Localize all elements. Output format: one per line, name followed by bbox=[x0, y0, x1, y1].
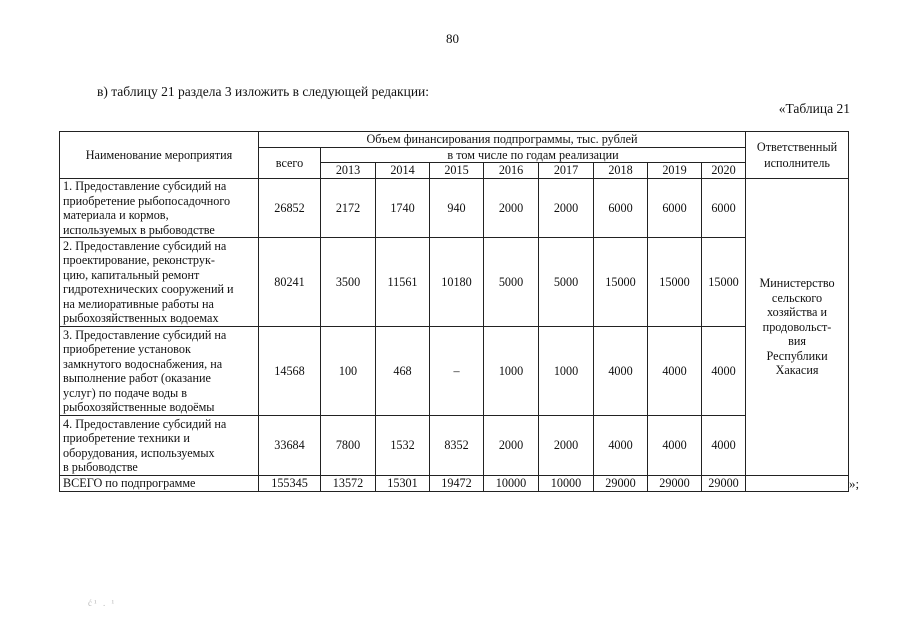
intro-text: в) таблицу 21 раздела 3 изложить в следующей редакции: bbox=[97, 84, 430, 99]
year-value: 4000 bbox=[702, 327, 746, 416]
header-name-col: Наименование мероприятия bbox=[60, 132, 259, 179]
header-year: 2020 bbox=[702, 163, 746, 179]
year-value: 10000 bbox=[539, 476, 594, 492]
header-total-col: всего bbox=[259, 147, 321, 179]
year-value: 3500 bbox=[321, 238, 376, 327]
row-total: 26852 bbox=[259, 179, 321, 238]
year-value: 6000 bbox=[648, 179, 702, 238]
year-value: 6000 bbox=[702, 179, 746, 238]
measure-name: 1. Предоставление субсидий на приобретение рыбопосадочного материала и кормов, используемых в рыбоводстве bbox=[60, 179, 259, 238]
total-row bbox=[60, 476, 849, 492]
header-year: 2019 bbox=[648, 163, 702, 179]
table-row bbox=[60, 327, 849, 416]
year-value: 15000 bbox=[648, 238, 702, 327]
year-value: 6000 bbox=[594, 179, 648, 238]
year-value: 2000 bbox=[539, 416, 594, 476]
year-value: 2172 bbox=[321, 179, 376, 238]
header-year: 2017 bbox=[539, 163, 594, 179]
responsible-executor: Министерство сельского хозяйства и продовольст- вия Республики Хакасия bbox=[746, 179, 849, 476]
year-value: 29000 bbox=[594, 476, 648, 492]
year-value: 468 bbox=[376, 327, 430, 416]
year-value: 1532 bbox=[376, 416, 430, 476]
year-value: 2000 bbox=[484, 179, 539, 238]
table-row bbox=[60, 416, 849, 476]
header-year: 2013 bbox=[321, 163, 376, 179]
year-value: 5000 bbox=[484, 238, 539, 327]
total-label: ВСЕГО по подпрограмме bbox=[60, 476, 259, 492]
year-value: 7800 bbox=[321, 416, 376, 476]
row-total: 33684 bbox=[259, 416, 321, 476]
year-value: 29000 bbox=[702, 476, 746, 492]
year-value: 1000 bbox=[484, 327, 539, 416]
row-total: 80241 bbox=[259, 238, 321, 327]
header-year: 2014 bbox=[376, 163, 430, 179]
year-value: – bbox=[430, 327, 484, 416]
measure-name: 3. Предоставление субсидий на приобретение установок замкнутого водоснабжения, на выполнение работ (оказание услуг) по подаче воды в рыбохозяйственные водоёмы bbox=[60, 327, 259, 416]
year-value: 11561 bbox=[376, 238, 430, 327]
year-value: 2000 bbox=[539, 179, 594, 238]
year-value: 4000 bbox=[594, 327, 648, 416]
table-row bbox=[60, 179, 849, 238]
header-responsible-col: Ответственный исполнитель bbox=[746, 132, 849, 179]
table-caption: «Таблица 21 bbox=[778, 101, 850, 116]
row-total: 14568 bbox=[259, 327, 321, 416]
year-value: 5000 bbox=[539, 238, 594, 327]
margin-marks: ć¹ . ¹ bbox=[88, 598, 117, 608]
closing-mark: »; bbox=[849, 476, 860, 491]
header-years-group: в том числе по годам реализации bbox=[321, 147, 746, 163]
table-row bbox=[60, 238, 849, 327]
row-total: 155345 bbox=[259, 476, 321, 492]
year-value: 10000 bbox=[484, 476, 539, 492]
measure-name: 2. Предоставление субсидий на проектирование, реконструк- цию, капитальный ремонт гидротехнических сооружений и на мелиоративные работы на рыбохозяйственных водоемах bbox=[60, 238, 259, 327]
year-value: 4000 bbox=[648, 327, 702, 416]
year-value: 1740 bbox=[376, 179, 430, 238]
header-year: 2016 bbox=[484, 163, 539, 179]
measure-name: 4. Предоставление субсидий на приобретение техники и оборудования, используемых в рыбоводстве bbox=[60, 416, 259, 476]
year-value: 100 bbox=[321, 327, 376, 416]
year-value: 8352 bbox=[430, 416, 484, 476]
year-value: 940 bbox=[430, 179, 484, 238]
year-value: 19472 bbox=[430, 476, 484, 492]
header-year: 2015 bbox=[430, 163, 484, 179]
funding-table bbox=[59, 131, 849, 492]
page-number: 80 bbox=[446, 31, 459, 46]
year-value: 1000 bbox=[539, 327, 594, 416]
year-value: 4000 bbox=[648, 416, 702, 476]
year-value: 15000 bbox=[702, 238, 746, 327]
year-value: 10180 bbox=[430, 238, 484, 327]
year-value: 15301 bbox=[376, 476, 430, 492]
year-value: 29000 bbox=[648, 476, 702, 492]
header-funding-group: Объем финансирования подпрограммы, тыс. рублей bbox=[259, 132, 746, 148]
header-year: 2018 bbox=[594, 163, 648, 179]
year-value: 15000 bbox=[594, 238, 648, 327]
total-responsible bbox=[746, 476, 849, 492]
year-value: 4000 bbox=[702, 416, 746, 476]
year-value: 4000 bbox=[594, 416, 648, 476]
year-value: 2000 bbox=[484, 416, 539, 476]
year-value: 13572 bbox=[321, 476, 376, 492]
